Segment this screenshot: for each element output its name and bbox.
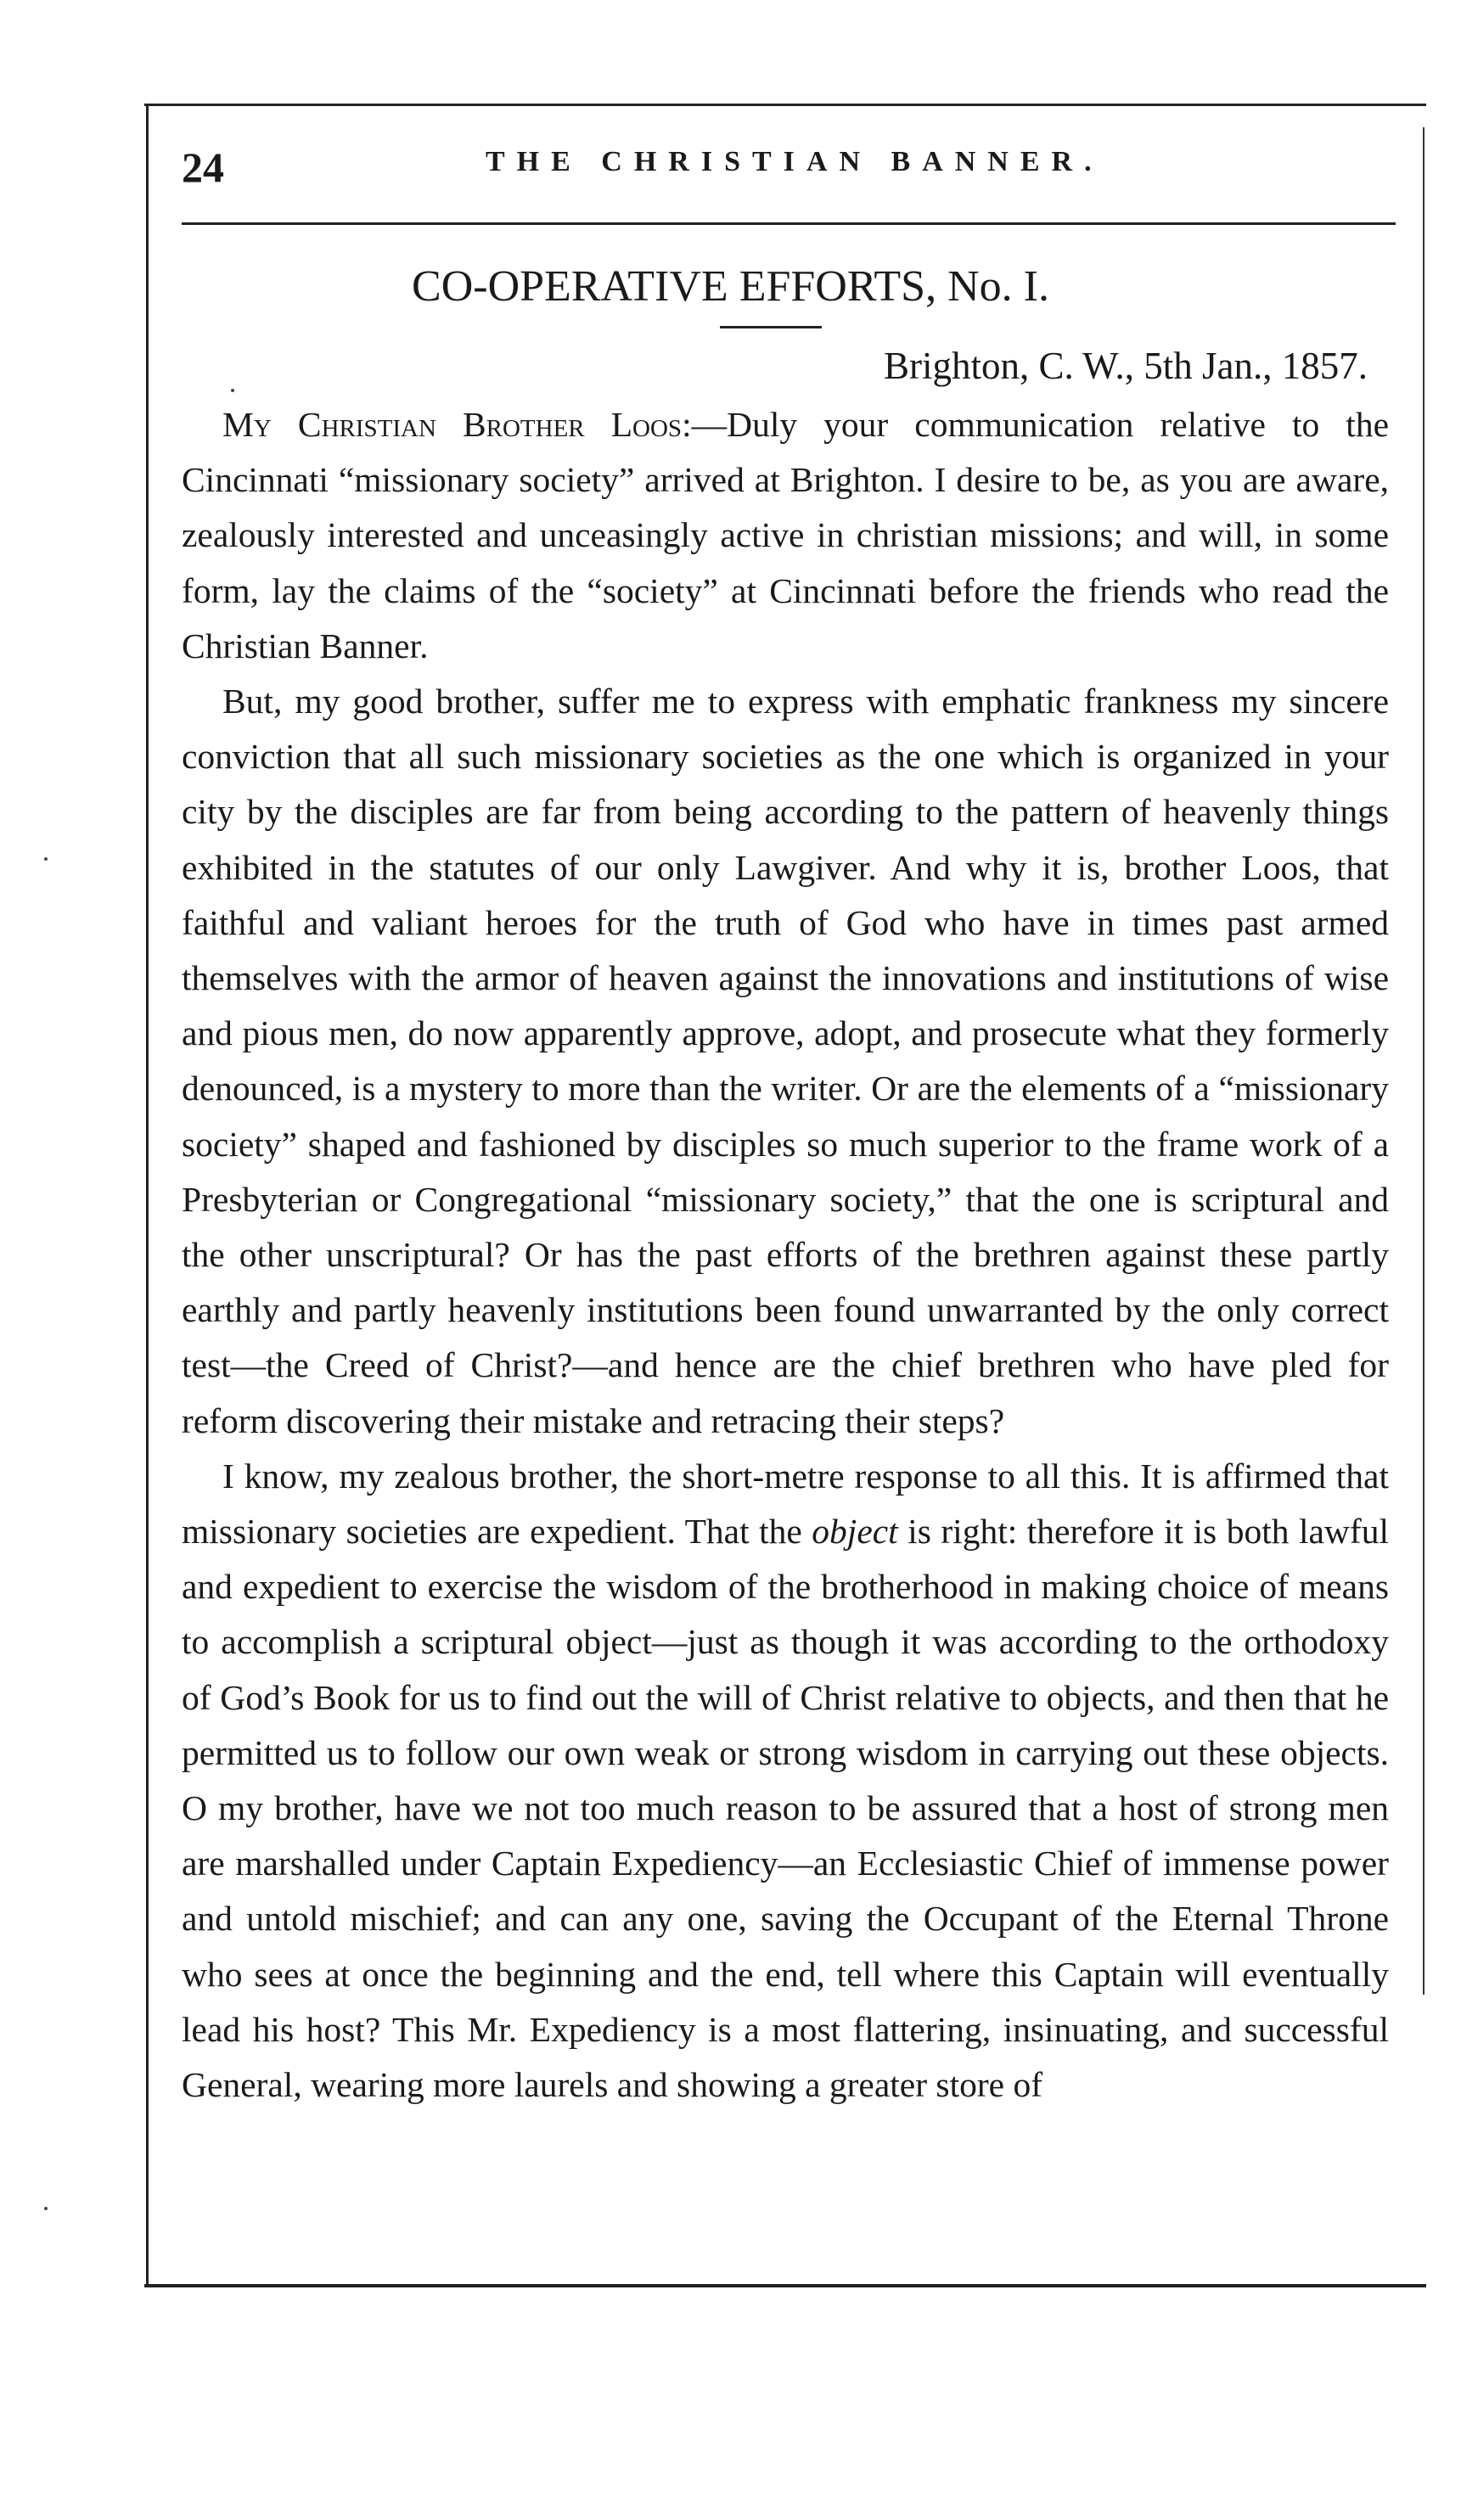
article-title: CO-OPERATIVE EFFORTS, No. I.: [412, 262, 1049, 311]
title-rule: [720, 326, 822, 328]
margin-speck: [231, 389, 234, 392]
running-head: THE CHRISTIAN BANNER.: [486, 146, 1104, 177]
paragraph-2: But, my good brother, suffer me to express with emphatic frankness my sincere conviction that all such missionary societies as the one which is organized in your city by the disciples are far from being according to the pattern of heavenly things exhibited in the statutes of our only Lawgiver. And why it is, brother Loos, that faithful and valiant heroes for the truth of God who have in times past armed themselves with the armor of heaven against the innovations and institutions of wise and pious men, do now apparently approve, adopt, and prosecute what they formerly denounced, is a mystery to more than the writer. Or are the elements of a “missionary society” shaped and fashioned by disciples so much superior to the frame work of a Presbyterian or Congregational “missionary society,” that the one is scriptural and the other unscriptural? Or has the past efforts of the brethren against these partly earthly and partly heavenly institutions been found unwarranted by the only correct test—the Creed of Christ?—and hence are the chief brethren who have pled for reform discovering their mistake and retracing their steps?: [182, 682, 1389, 1440]
margin-speck: [44, 857, 48, 861]
paragraph-1: [182, 397, 1389, 674]
header-rule: [182, 222, 1396, 225]
paragraph-3-text-a: I know, my zealous brother, the short-metre response to all this. It is affirmed that missionary societies are expedient. That the: [182, 1456, 1389, 1552]
margin-speck: [44, 2207, 48, 2210]
salutation: My Christian Brother Loos: [222, 405, 683, 444]
emphasis-object: object: [812, 1512, 898, 1552]
dateline: Brighton, C. W., 5th Jan., 1857.: [883, 345, 1368, 387]
page-frame-right-rule: [1423, 127, 1424, 1995]
page-frame-left-rule: [146, 104, 149, 2285]
page-number: 24: [182, 143, 224, 191]
paragraph-3: [182, 1449, 1389, 2113]
page-frame-bottom-rule: [144, 2284, 1426, 2287]
paragraph-3-text-b: is right: therefore it is both lawful and expedient to exercise the wisdom of the brotherhood in making choice of means to accomplish a scriptural object—just as though it was according to the orthodoxy of God’s Book for us to find out the will of Christ relative to objects, and then that he permitted us to follow our own weak or strong wisdom in carrying out these objects. O my brother, have we not too much reason to be assured that a host of strong men are marshalled under Captain Expediency—an Ecclesiastic Chief of immense power and untold mischief; and can any one, saving the Occupant of the Eternal Throne who sees at once the beginning and the end, tell where this Captain will eventually lead his host? This Mr. Expediency is a most flattering, insinuating, and successful General, wearing more laurels and showing a greater store of: [182, 1512, 1389, 2105]
article-body: [182, 397, 1389, 2113]
paragraph-1-text: :—Duly your communication relative to the Cincinnati “missionary society” arrived at Brighton. I desire to be, as you are aware, zealously interested and unceasingly active in christian missions; and will, in some form, lay the claims of the “society” at Cincinnati before the friends who read the Christian Banner.: [182, 405, 1389, 665]
page-frame-top-rule: [144, 104, 1426, 106]
